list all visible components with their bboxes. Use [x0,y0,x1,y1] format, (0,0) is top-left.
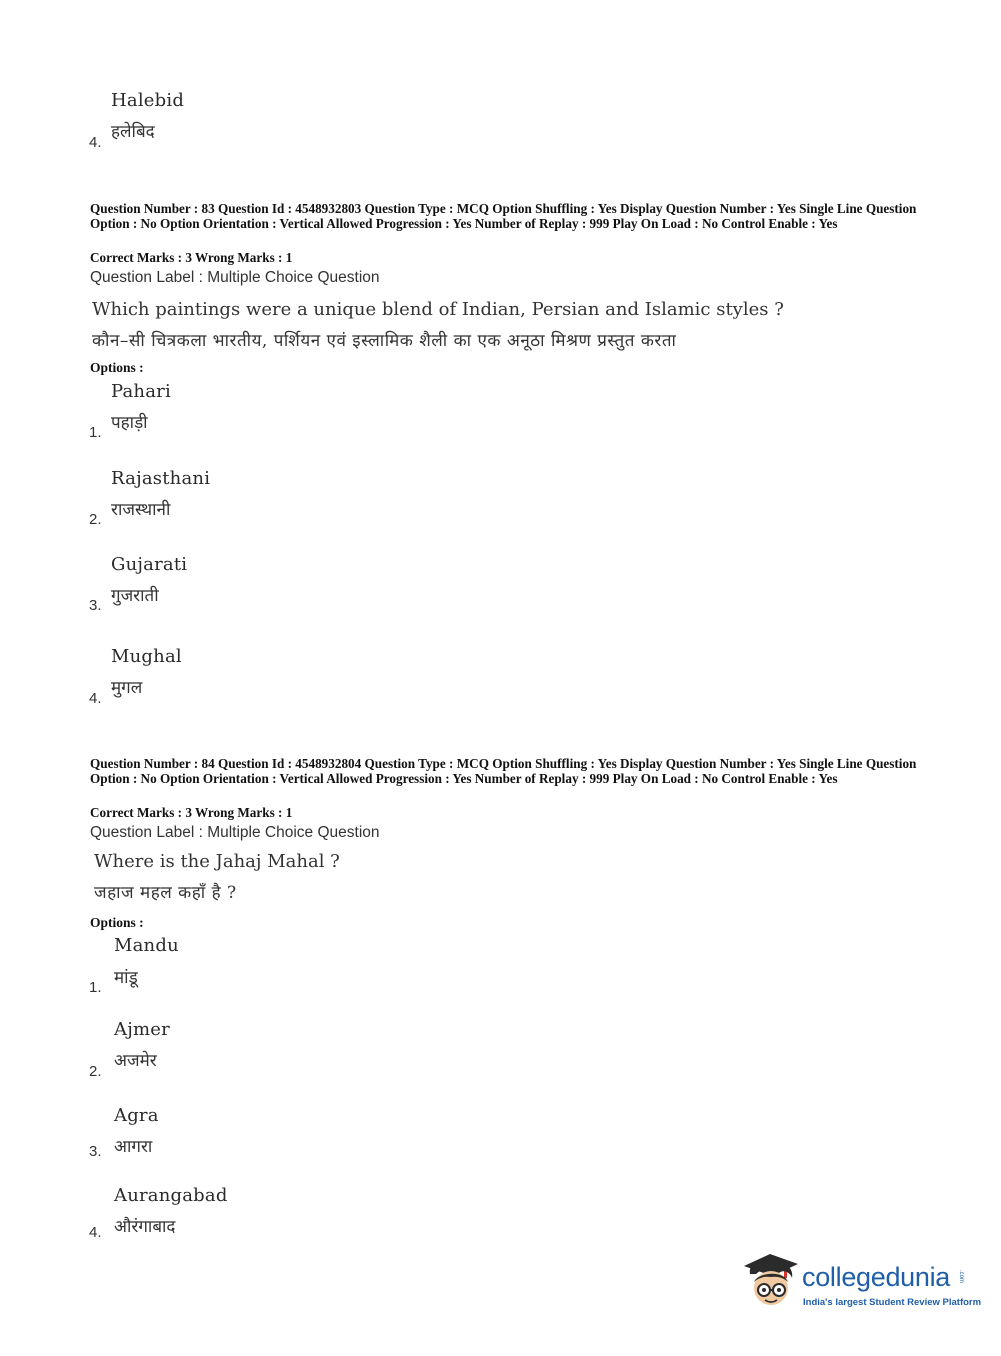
question-meta: Question Number : 83 Question Id : 4548932803 Question Type : MCQ Option Shuffling : Yes Display Question Number : Yes Single Line Question Option : No Option Orientation : Vertical Allowed Progression : Yes Number of Replay : 999 Play On Load : No Control Enable : Yes [90,201,917,231]
option-text-hi: आगरा [114,1137,153,1157]
options-label: Options : [90,360,144,375]
option-text-hi: औरंगाबाद [114,1217,176,1237]
logo-wordmark: collegedunia [802,1262,951,1292]
question-marks: Correct Marks : 3 Wrong Marks : 1 [90,250,293,265]
option-text-en: Halebid [111,90,185,111]
option-number: 3. [89,597,102,614]
mascot-icon [740,1248,802,1310]
option-text-hi: गुजराती [111,586,159,606]
logo-tagline: India's largest Student Review Platform [803,1297,982,1308]
question-text-en: Which paintings were a unique blend of Indian, Persian and Islamic styles ? [92,299,784,320]
option-text-en: Aurangabad [114,1185,228,1206]
option-text-hi: अजमेर [114,1051,157,1071]
option-text-en: Gujarati [111,554,188,575]
option-number: 4. [89,134,102,151]
option-number: 1. [89,979,102,996]
option-number: 4. [89,690,102,707]
question-label: Question Label : Multiple Choice Question [90,269,380,286]
option-text-en: Mughal [111,646,182,667]
option-text-en: Pahari [111,381,171,402]
question-label: Question Label : Multiple Choice Question [90,824,380,841]
option-number: 4. [89,1224,102,1241]
option-text-en: Agra [114,1105,159,1126]
question-text-en: Where is the Jahaj Mahal ? [94,851,340,872]
options-label: Options : [90,915,144,930]
question-meta: Question Number : 84 Question Id : 4548932804 Question Type : MCQ Option Shuffling : Yes Display Question Number : Yes Single Line Question Option : No Option Orientation : Vertical Allowed Progression : Yes Number of Replay : 999 Play On Load : No Control Enable : Yes [90,756,917,786]
question-text-hi: कौन–सी चित्रकला भारतीय, पर्शियन एवं इस्लामिक शैली का एक अनूठा मिश्रण प्रस्तुत करता [92,331,677,351]
option-text-hi: मुगल [111,678,143,698]
option-text-hi: पहाड़ी [111,413,148,433]
option-number: 2. [89,1063,102,1080]
option-text-hi: हलेबिद [111,122,155,142]
logo-com: .com [958,1270,964,1284]
option-text-en: Mandu [114,935,179,956]
option-text-en: Ajmer [114,1019,170,1040]
option-text-en: Rajasthani [111,468,211,489]
option-number: 1. [89,424,102,441]
question-marks: Correct Marks : 3 Wrong Marks : 1 [90,805,293,820]
option-number: 3. [89,1143,102,1160]
option-text-hi: राजस्थानी [111,500,171,520]
question-text-hi: जहाज महल कहाँ है ? [94,883,237,903]
option-number: 2. [89,511,102,528]
option-text-hi: मांडू [114,968,138,988]
